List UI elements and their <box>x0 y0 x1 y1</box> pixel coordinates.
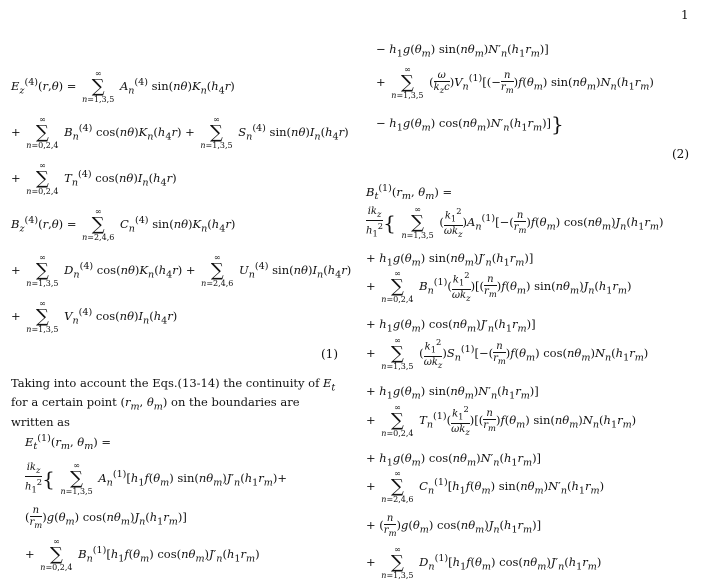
eq3-line-5: + $h_1g(\theta_m)$ $\cos(n\theta_m)J'_n(h_1r_m)$] <box>366 317 536 335</box>
paragraph-continuity: Taking into account the Eqs.(13-14) the continuity of $E_t$ for a certain point ($r_m$, $\theta_m$) on the boundaries are written as <box>11 376 336 429</box>
eq2-line-2: $\frac{ik_z}{h_1^2}$ { ∞ ∑ n=1,3,5 $A_n^{(1)}[h_1f(\theta_m)$ $\sin(n\theta_m)J'_n(h_1r_m)+$ <box>25 461 287 496</box>
eq3-line-11: + ( $\frac{n}{r_m}$ )$g(\theta_m)$ $\cos(n\theta_m)J_n(h_1r_m)$] <box>366 513 542 538</box>
eq2-line-1: $E_t^{(1)}(r_m$, $\theta_m$) = <box>25 433 112 453</box>
eq2-cont-line-2: + ∞ ∑ n=1,3,5 ( $\frac{\omega}{k_zc}$ )$V_n^{(1)}[(-$ $\frac{n}{r_m}$ )$f(\theta_m)$ $\sin(n\theta_m)N_n(h_1r_m)$ <box>376 65 654 100</box>
eq1-number: (1) <box>321 347 338 361</box>
eq3-line-4: + ∞ ∑ n=0,2,4 $B_n^{(1)}$( $\frac{k_1^2}{\omega k_z}$ )[( $\frac{n}{r_m}$ )$f(\theta_m)$ $\sin(n\theta_m)J_n(h_1r_m)$ <box>366 269 632 304</box>
eq3-line-10: + ∞ ∑ n=2,4,6 $C_n^{(1)}[h_1f(\theta_m)$ $\sin(n\theta_m)N'_n(h_1r_m)$ <box>366 469 605 504</box>
eq3-line-3: + $h_1g(\theta_m)$ $\sin(n\theta_m)J'_n(h_1r_m)$] <box>366 251 534 269</box>
eq2-number: (2) <box>672 147 689 161</box>
eq3-line-1: $B_t^{(1)}(r_m$, $\theta_m$) = <box>366 183 453 203</box>
eq1-line-2: + ∞ ∑ n=0,2,4 $B_n^{(4)}$ $\cos(n\theta)K_n(h_4r)$ + ∞ ∑ n=1,3,5 $S_n^{(4)}$ $\sin(n\theta)I_n(h_4r)$ <box>11 115 349 150</box>
page-number: 1 <box>681 8 689 22</box>
eq1-line-3: + ∞ ∑ n=0,2,4 $T_n^{(4)}$ $\cos(n\theta)I_n(h_4r)$ <box>11 161 177 196</box>
eq3-line-9: + $h_1g(\theta_m)$ $\cos(n\theta_m)N'_n(h_1r_m)$] <box>366 451 542 469</box>
eq2-line-4: + ∞ ∑ n=0,2,4 $B_n^{(1)}[h_1f(\theta_m)$ $\cos(n\theta_m)J'_n(h_1r_m)$ <box>25 537 260 572</box>
eq1-line-6: + ∞ ∑ n=1,3,5 $V_n^{(4)}$ $\cos(n\theta)I_n(h_4r)$ <box>11 299 178 334</box>
eq3-line-12: + ∞ ∑ n=1,3,5 $D_n^{(1)}[h_1f(\theta_m)$ $\cos(n\theta_m)J'_n(h_1r_m)$ <box>366 545 602 580</box>
eq3-line-8: + ∞ ∑ n=0,2,4 $T_n^{(1)}$( $\frac{k_1^2}{\omega k_z}$ )[( $\frac{n}{r_m}$ )$f(\theta_m)$ $\sin(n\theta_m)N_n(h_1r_m)$ <box>366 403 637 438</box>
eq1-line-5: + ∞ ∑ n=1,3,5 $D_n^{(4)}$ $\cos(n\theta)K_n(h_4r)$ + ∞ ∑ n=2,4,6 $U_n^{(4)}$ $\sin(n\theta)I_n(h_4r)$ <box>11 253 352 288</box>
eq2-line-3: ( $\frac{n}{r_m}$ )$g(\theta_m)$ $\cos(n\theta_m)J_n(h_1r_m)$] <box>25 505 187 530</box>
eq2-cont-line-1: − $h_1g(\theta_m)$ $\sin(n\theta_m)N'_n(h_1r_m)$] <box>376 42 549 60</box>
eq1-line-4: $B_z^{(4)}(r,\theta)$ = ∞ ∑ n=2,4,6 $C_n^{(4)}$ $\sin(n\theta)K_n(h_4r)$ <box>11 207 236 242</box>
eq2-cont-line-3: − $h_1g(\theta_m)$ $\cos(n\theta_m)N'_n(h_1r_m)$]} <box>376 112 564 136</box>
eq1-line-1: $E_z^{(4)}(r,\theta)$ = ∞ ∑ n=1,3,5 $A_n^{(4)}$ $\sin(n\theta)K_n(h_4r)$ <box>11 69 235 104</box>
eq3-line-2: $\frac{ik_z}{h_1^2}$ { ∞ ∑ n=1,3,5 ( $\frac{k_1^2}{\omega k_z}$ )$A_n^{(1)}[-$( $\frac{n}{r_m}$ )$f(\theta_m)$ $\cos(n\theta_m)J_n(h_1r_m)$ <box>366 205 664 240</box>
eq3-line-7: + $h_1g(\theta_m)$ $\sin(n\theta_m)N'_n(h_1r_m)$] <box>366 384 539 402</box>
eq3-line-6: + ∞ ∑ n=1,3,5 ( $\frac{k_1^2}{\omega k_z}$ )$S_n^{(1)}[-$( $\frac{n}{r_m}$ )$f(\theta_m)$ $\cos(n\theta_m)N_n(h_1r_m)$ <box>366 336 649 371</box>
